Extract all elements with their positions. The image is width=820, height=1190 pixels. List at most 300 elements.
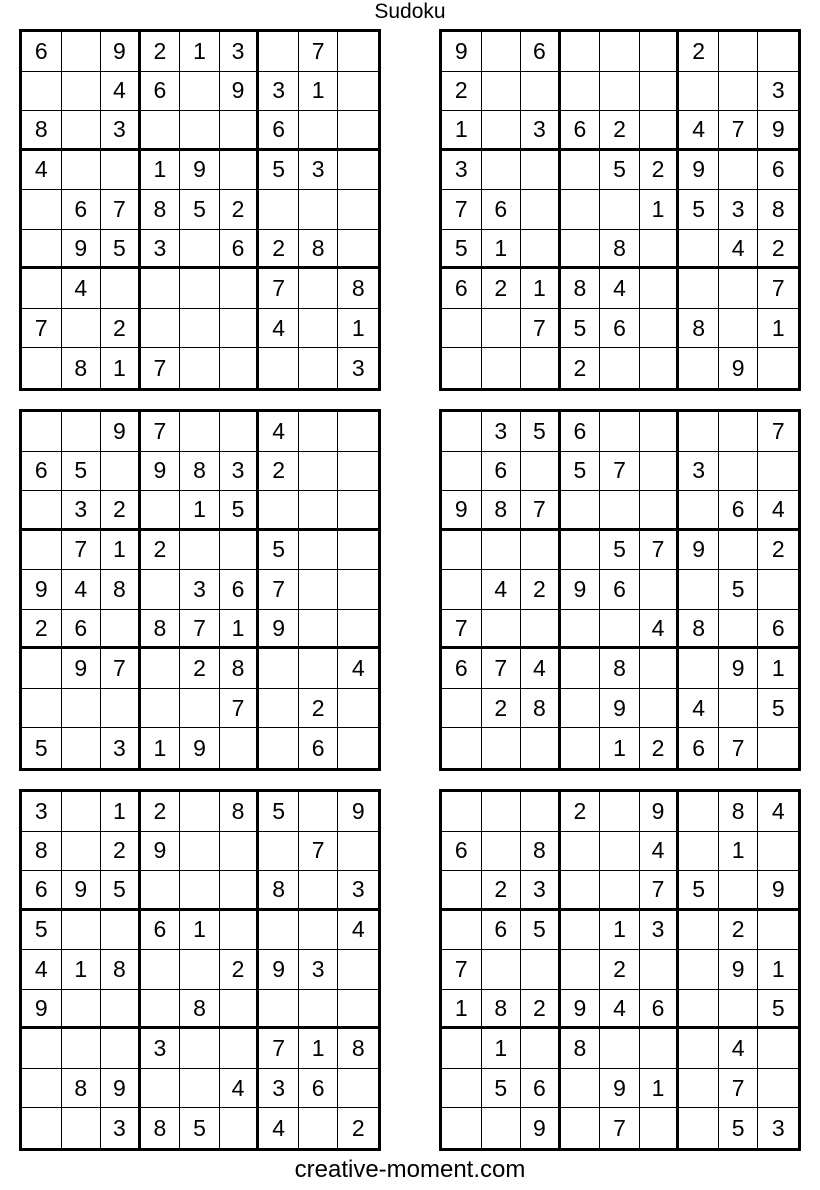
sudoku-cell: 4: [22, 151, 62, 191]
sudoku-cell: [640, 32, 680, 72]
sudoku-cell: 3: [442, 151, 482, 191]
sudoku-cell: [299, 990, 339, 1030]
sudoku-cell: [679, 412, 719, 452]
sudoku-cell: 5: [259, 531, 299, 571]
sudoku-cell: [22, 190, 62, 230]
sudoku-cell: 2: [758, 230, 798, 270]
sudoku-cell: 6: [561, 111, 601, 151]
sudoku-cell: [640, 348, 680, 388]
sudoku-cell: [600, 348, 640, 388]
sudoku-cell: 2: [482, 871, 522, 911]
sudoku-cell: [679, 911, 719, 951]
sudoku-cell: 8: [679, 309, 719, 349]
sudoku-cell: [299, 1108, 339, 1148]
sudoku-cell: 9: [338, 792, 378, 832]
sudoku-cell: 4: [259, 412, 299, 452]
sudoku-cell: 8: [141, 190, 181, 230]
sudoku-cell: [561, 72, 601, 112]
sudoku-cell: [62, 309, 102, 349]
sudoku-cell: [719, 269, 759, 309]
sudoku-cell: 7: [22, 309, 62, 349]
sudoku-cell: [299, 792, 339, 832]
sudoku-cell: 7: [758, 412, 798, 452]
sudoku-cell: [679, 72, 719, 112]
sudoku-cell: [442, 728, 482, 768]
sudoku-cell: 9: [259, 610, 299, 650]
sudoku-cell: 8: [101, 950, 141, 990]
sudoku-cell: [62, 832, 102, 872]
sudoku-cell: [719, 412, 759, 452]
sudoku-cell: [521, 950, 561, 990]
sudoku-cell: [640, 111, 680, 151]
sudoku-cell: 7: [640, 531, 680, 571]
sudoku-cell: [299, 531, 339, 571]
sudoku-cell: [22, 689, 62, 729]
sudoku-cell: 8: [101, 570, 141, 610]
sudoku-cell: [299, 412, 339, 452]
sudoku-cell: [62, 990, 102, 1030]
sudoku-cell: 2: [640, 151, 680, 191]
sudoku-cell: 9: [101, 32, 141, 72]
sudoku-cell: 2: [101, 832, 141, 872]
sudoku-cell: [482, 950, 522, 990]
sudoku-cell: [180, 1029, 220, 1069]
sudoku-cell: 1: [101, 348, 141, 388]
sudoku-cell: [482, 32, 522, 72]
sudoku-cell: 1: [600, 911, 640, 951]
sudoku-cell: 4: [62, 570, 102, 610]
sudoku-cell: [521, 230, 561, 270]
sudoku-cell: [259, 832, 299, 872]
sudoku-grid-1: [19, 29, 381, 391]
sudoku-cell: 7: [482, 649, 522, 689]
sudoku-cell: 8: [62, 1069, 102, 1109]
sudoku-cell: 9: [180, 728, 220, 768]
sudoku-cell: [640, 412, 680, 452]
sudoku-cell: [600, 72, 640, 112]
sudoku-cell: [299, 911, 339, 951]
sudoku-cell: 1: [719, 832, 759, 872]
sudoku-cell: [220, 309, 260, 349]
sudoku-cell: [719, 531, 759, 571]
sudoku-cell: 5: [259, 151, 299, 191]
sudoku-cell: 1: [640, 190, 680, 230]
sudoku-cell: 7: [600, 1108, 640, 1148]
sudoku-cell: [600, 871, 640, 911]
sudoku-cell: 9: [22, 990, 62, 1030]
sudoku-cell: 2: [482, 269, 522, 309]
sudoku-cell: 9: [259, 950, 299, 990]
sudoku-cell: [299, 649, 339, 689]
sudoku-cell: [141, 111, 181, 151]
sudoku-cell: [101, 452, 141, 492]
sudoku-cell: 2: [679, 32, 719, 72]
sudoku-cell: 5: [259, 792, 299, 832]
sudoku-cell: 4: [259, 1108, 299, 1148]
sudoku-cell: [180, 832, 220, 872]
sudoku-cell: [521, 452, 561, 492]
sudoku-cell: [442, 531, 482, 571]
sudoku-cell: [640, 309, 680, 349]
sudoku-cell: [600, 610, 640, 650]
sudoku-cell: [259, 32, 299, 72]
sudoku-cell: 4: [719, 1029, 759, 1069]
sudoku-cell: 6: [561, 412, 601, 452]
sudoku-cell: [561, 871, 601, 911]
sudoku-cell: 9: [62, 871, 102, 911]
sudoku-cell: 4: [101, 72, 141, 112]
sudoku-cell: [180, 269, 220, 309]
sudoku-cell: 7: [758, 269, 798, 309]
sudoku-cell: [338, 151, 378, 191]
sudoku-cell: 8: [220, 649, 260, 689]
sudoku-cell: 9: [679, 531, 719, 571]
sudoku-cell: 6: [521, 1069, 561, 1109]
sudoku-cell: [482, 348, 522, 388]
sudoku-cell: [679, 491, 719, 531]
sudoku-cell: [719, 32, 759, 72]
sudoku-cell: [220, 1108, 260, 1148]
sudoku-cell: 6: [299, 1069, 339, 1109]
sudoku-cell: [338, 1069, 378, 1109]
sudoku-cell: 1: [180, 911, 220, 951]
sudoku-cell: [141, 990, 181, 1030]
sudoku-cell: [679, 1069, 719, 1109]
sudoku-cell: 5: [22, 911, 62, 951]
sudoku-cell: [259, 348, 299, 388]
sudoku-cell: 4: [62, 269, 102, 309]
sudoku-cell: 8: [561, 269, 601, 309]
sudoku-cell: 6: [22, 32, 62, 72]
sudoku-cell: [259, 649, 299, 689]
sudoku-cell: 3: [719, 190, 759, 230]
sudoku-cell: 6: [442, 269, 482, 309]
sudoku-cell: [299, 190, 339, 230]
sudoku-cell: 3: [22, 792, 62, 832]
sudoku-cell: [758, 452, 798, 492]
sudoku-cell: [521, 72, 561, 112]
sudoku-cell: [220, 151, 260, 191]
sudoku-cell: 9: [62, 649, 102, 689]
sudoku-cell: [141, 1069, 181, 1109]
sudoku-cell: 2: [259, 230, 299, 270]
sudoku-cell: [482, 111, 522, 151]
sudoku-cell: 9: [600, 689, 640, 729]
sudoku-cell: [521, 531, 561, 571]
sudoku-cell: 9: [101, 412, 141, 452]
sudoku-cell: 4: [259, 309, 299, 349]
sudoku-cell: 6: [719, 491, 759, 531]
sudoku-cell: 3: [101, 1108, 141, 1148]
sudoku-cell: [719, 151, 759, 191]
sudoku-cell: [442, 689, 482, 729]
sudoku-cell: 5: [62, 452, 102, 492]
sudoku-cell: [640, 1108, 680, 1148]
sudoku-cell: 3: [180, 570, 220, 610]
sudoku-cell: 5: [101, 871, 141, 911]
sudoku-cell: [101, 610, 141, 650]
sudoku-cell: 1: [482, 230, 522, 270]
sudoku-cell: [338, 570, 378, 610]
sudoku-cell: [62, 72, 102, 112]
sudoku-cell: 7: [299, 32, 339, 72]
sudoku-cell: 1: [521, 269, 561, 309]
sudoku-cell: [442, 452, 482, 492]
sudoku-cell: [338, 412, 378, 452]
sudoku-cell: 5: [600, 151, 640, 191]
sudoku-cell: 9: [679, 151, 719, 191]
sudoku-cell: 3: [101, 111, 141, 151]
sudoku-cell: 2: [561, 792, 601, 832]
sudoku-cell: 8: [338, 269, 378, 309]
sudoku-cell: 8: [600, 230, 640, 270]
sudoku-grid-2: [439, 29, 801, 391]
sudoku-cell: 7: [521, 309, 561, 349]
sudoku-cell: [482, 728, 522, 768]
sudoku-cell: 3: [259, 72, 299, 112]
sudoku-cell: 5: [719, 1108, 759, 1148]
sudoku-cell: [482, 531, 522, 571]
sudoku-cell: [442, 871, 482, 911]
sudoku-cell: 9: [600, 1069, 640, 1109]
sudoku-cell: 1: [600, 728, 640, 768]
sudoku-cell: 1: [101, 792, 141, 832]
sudoku-cell: 1: [338, 309, 378, 349]
sudoku-cell: [220, 990, 260, 1030]
sudoku-cell: 4: [719, 230, 759, 270]
sudoku-cell: [600, 32, 640, 72]
sudoku-cell: 4: [338, 649, 378, 689]
sudoku-cell: [442, 1069, 482, 1109]
sudoku-cell: 3: [220, 452, 260, 492]
sudoku-cell: 7: [719, 111, 759, 151]
sudoku-cell: [600, 792, 640, 832]
sudoku-cell: [482, 832, 522, 872]
sudoku-cell: 9: [758, 111, 798, 151]
sudoku-cell: 6: [600, 309, 640, 349]
sudoku-cell: 9: [442, 32, 482, 72]
sudoku-cell: [141, 491, 181, 531]
sudoku-cell: [719, 610, 759, 650]
sudoku-cell: [758, 728, 798, 768]
site-footer-link[interactable]: creative-moment.com: [294, 1156, 526, 1183]
sudoku-cell: 6: [442, 649, 482, 689]
sudoku-cell: [640, 269, 680, 309]
sudoku-cell: [758, 348, 798, 388]
sudoku-cell: [561, 190, 601, 230]
sudoku-cell: [561, 230, 601, 270]
sudoku-cell: [180, 1069, 220, 1109]
sudoku-cell: 3: [299, 950, 339, 990]
sudoku-cell: 3: [482, 412, 522, 452]
sudoku-cell: 1: [220, 610, 260, 650]
sudoku-cell: [338, 832, 378, 872]
sudoku-cell: [101, 911, 141, 951]
sudoku-cell: [482, 151, 522, 191]
sudoku-cell: [482, 792, 522, 832]
sudoku-cell: 3: [679, 452, 719, 492]
sudoku-cell: 9: [758, 871, 798, 911]
sudoku-cell: 5: [561, 452, 601, 492]
sudoku-cell: 9: [521, 1108, 561, 1148]
sudoku-cell: [679, 649, 719, 689]
sudoku-cell: [640, 72, 680, 112]
sudoku-cell: [62, 151, 102, 191]
sudoku-cell: 2: [141, 531, 181, 571]
sudoku-cell: [640, 689, 680, 729]
sudoku-cell: [758, 832, 798, 872]
sudoku-cell: [338, 190, 378, 230]
sudoku-cell: 8: [521, 689, 561, 729]
sudoku-cell: [62, 32, 102, 72]
sudoku-cell: [521, 610, 561, 650]
sudoku-cell: [521, 151, 561, 191]
sudoku-cell: [101, 1029, 141, 1069]
sudoku-cell: 1: [758, 309, 798, 349]
sudoku-cell: 4: [758, 491, 798, 531]
sudoku-cell: [521, 190, 561, 230]
sudoku-cell: 4: [758, 792, 798, 832]
sudoku-cell: [259, 190, 299, 230]
sudoku-cell: 7: [101, 649, 141, 689]
sudoku-cell: 1: [758, 649, 798, 689]
sudoku-cell: [338, 531, 378, 571]
sudoku-cell: [679, 1029, 719, 1069]
sudoku-cell: [338, 491, 378, 531]
sudoku-cell: [180, 309, 220, 349]
sudoku-cell: 6: [758, 610, 798, 650]
sudoku-cell: [141, 269, 181, 309]
sudoku-cell: 4: [640, 832, 680, 872]
sudoku-cell: 7: [180, 610, 220, 650]
sudoku-cell: [719, 689, 759, 729]
sudoku-cell: 2: [299, 689, 339, 729]
sudoku-cell: 7: [442, 950, 482, 990]
sudoku-cell: 3: [338, 871, 378, 911]
sudoku-cell: 7: [521, 491, 561, 531]
sudoku-cell: [180, 950, 220, 990]
sudoku-cell: 8: [521, 832, 561, 872]
sudoku-cell: [561, 151, 601, 191]
sudoku-cell: [338, 32, 378, 72]
sudoku-cell: [259, 689, 299, 729]
sudoku-cell: [299, 348, 339, 388]
sudoku-cell: 2: [101, 491, 141, 531]
sudoku-cell: 2: [600, 111, 640, 151]
sudoku-cell: [141, 871, 181, 911]
sudoku-cell: [482, 72, 522, 112]
sudoku-cell: 1: [299, 72, 339, 112]
sudoku-cell: [62, 412, 102, 452]
sudoku-grid-5: [19, 789, 381, 1151]
sudoku-cell: [62, 792, 102, 832]
sudoku-cell: 2: [758, 531, 798, 571]
sudoku-cell: 9: [561, 990, 601, 1030]
sudoku-cell: [679, 1108, 719, 1148]
sudoku-cell: 1: [180, 491, 220, 531]
sudoku-cell: 3: [521, 871, 561, 911]
sudoku-cell: 7: [141, 412, 181, 452]
sudoku-cell: [180, 230, 220, 270]
sudoku-cell: [220, 412, 260, 452]
sudoku-cell: 8: [141, 610, 181, 650]
sudoku-cell: [758, 1029, 798, 1069]
sudoku-cell: [141, 649, 181, 689]
sudoku-cell: 2: [141, 792, 181, 832]
sudoku-cell: 3: [141, 1029, 181, 1069]
sudoku-cell: 1: [442, 111, 482, 151]
sudoku-cell: 8: [62, 348, 102, 388]
sudoku-cell: 2: [521, 990, 561, 1030]
sudoku-cell: [561, 491, 601, 531]
sudoku-cell: [101, 689, 141, 729]
sudoku-cell: [101, 151, 141, 191]
sudoku-cell: [561, 649, 601, 689]
sudoku-cell: 7: [442, 190, 482, 230]
sudoku-cell: [22, 412, 62, 452]
sudoku-cell: 1: [62, 950, 102, 990]
sudoku-cell: [299, 491, 339, 531]
sudoku-cell: 8: [22, 832, 62, 872]
sudoku-cell: 3: [771, 1114, 785, 1141]
sudoku-cell: 7: [442, 610, 482, 650]
sudoku-cell: [141, 950, 181, 990]
sudoku-cell: 1: [141, 151, 181, 191]
sudoku-cell: 8: [482, 491, 522, 531]
sudoku-cell: [561, 32, 601, 72]
sudoku-cell: 5: [758, 990, 798, 1030]
sudoku-cell: [679, 230, 719, 270]
sudoku-cell: [679, 269, 719, 309]
sudoku-cell: [442, 412, 482, 452]
sudoku-cell: [640, 570, 680, 610]
sudoku-cell: 6: [299, 728, 339, 768]
sudoku-cell: [561, 531, 601, 571]
sudoku-cell: [62, 1029, 102, 1069]
sudoku-cell: [338, 689, 378, 729]
sudoku-cell: 5: [521, 911, 561, 951]
sudoku-cell: 7: [640, 871, 680, 911]
sudoku-cell: [220, 269, 260, 309]
sudoku-cell: 3: [141, 230, 181, 270]
sudoku-grid-6: [439, 789, 801, 1151]
sudoku-cell: 5: [101, 230, 141, 270]
sudoku-cell: 5: [442, 230, 482, 270]
sudoku-cell: 4: [600, 269, 640, 309]
sudoku-cell: 2: [482, 689, 522, 729]
sudoku-cell: [338, 111, 378, 151]
sudoku-cell: 2: [220, 950, 260, 990]
sudoku-cell: 9: [640, 792, 680, 832]
sudoku-cell: 9: [141, 832, 181, 872]
sudoku-cell: 4: [679, 689, 719, 729]
sudoku-cell: 6: [259, 111, 299, 151]
sudoku-cell: [141, 570, 181, 610]
sudoku-cell: [640, 950, 680, 990]
sudoku-cell: 3: [299, 151, 339, 191]
sudoku-cell: 6: [600, 570, 640, 610]
sudoku-cell: 9: [719, 950, 759, 990]
sudoku-cell: [338, 728, 378, 768]
sudoku-cell: 4: [600, 990, 640, 1030]
sudoku-cell: [220, 728, 260, 768]
sudoku-cell: 9: [719, 649, 759, 689]
sudoku-cell: 6: [22, 871, 62, 911]
sudoku-cell: 2: [640, 728, 680, 768]
sudoku-cell: 4: [679, 111, 719, 151]
sudoku-cell: 1: [180, 32, 220, 72]
sudoku-cell: [22, 1108, 62, 1148]
